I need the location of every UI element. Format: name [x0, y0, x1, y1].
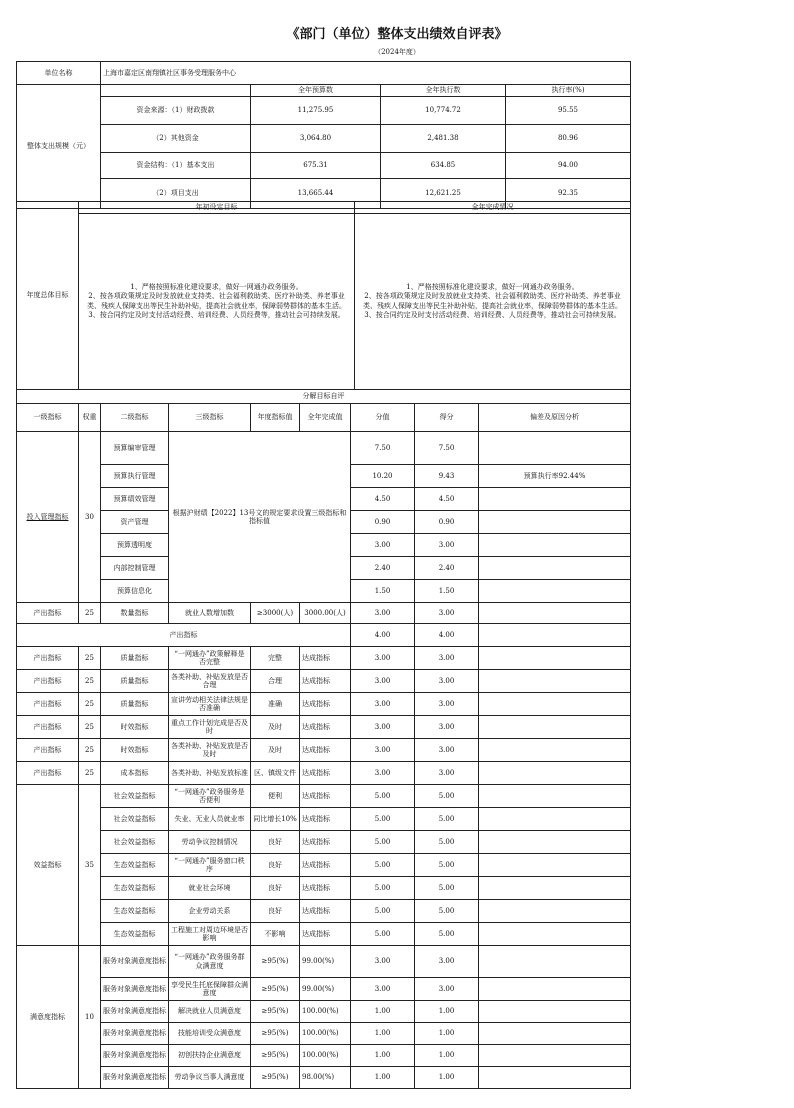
score: 5.00: [351, 854, 415, 877]
note: [479, 808, 631, 831]
input-weight: 30: [79, 432, 101, 603]
table-row: [17, 670, 631, 693]
score: 1.00: [351, 1045, 415, 1067]
score: 3.00: [351, 647, 415, 670]
scale-exec: 10,774.72: [381, 97, 506, 125]
col-weight: 权重: [79, 404, 101, 432]
got: 4.50: [415, 488, 479, 511]
second: 预算编审管理: [101, 432, 169, 465]
third: 初创扶持企业满意度: [169, 1045, 251, 1067]
got: 3.00: [415, 946, 479, 978]
note: [479, 831, 631, 854]
got: 3.00: [415, 693, 479, 716]
got: 2.40: [415, 557, 479, 580]
score: 1.00: [351, 1023, 415, 1045]
target: 完整: [251, 647, 300, 670]
first: 产出指标: [17, 693, 79, 716]
actual: 达成指标: [300, 877, 351, 900]
scale-row-basic: [17, 153, 631, 179]
score: 1.50: [351, 580, 415, 603]
scale-exec: 2,481.38: [381, 125, 506, 153]
actual: 达成指标: [300, 900, 351, 923]
table-row: [17, 647, 631, 670]
second: 生态效益指标: [101, 923, 169, 946]
col-note: 偏差及原因分析: [479, 404, 631, 432]
note: [479, 557, 631, 580]
table-row: [17, 693, 631, 716]
first: 产出指标: [17, 716, 79, 739]
score: 3.00: [351, 534, 415, 557]
got: 1.00: [415, 1045, 479, 1067]
table-row: [17, 854, 631, 877]
got: 5.00: [415, 854, 479, 877]
output-subheader: 产出指标: [17, 624, 351, 647]
scale-rate: 92.35: [506, 179, 631, 209]
input-merged-note: 根据沪财绩【2022】13号文的规定要求设置三级指标和指标值: [169, 432, 351, 603]
scale-budget: 13,665.44: [251, 179, 381, 209]
note: [479, 762, 631, 785]
satisfaction-weight: 10: [79, 946, 101, 1089]
second: 社会效益指标: [101, 831, 169, 854]
third: “一网通办”政策解释是否完整: [169, 647, 251, 670]
actual: 99.00(%): [300, 978, 351, 1001]
third: 宣讲劳动相关法律法规是否准确: [169, 693, 251, 716]
table-row: [17, 808, 631, 831]
scale-header-blank: [101, 85, 251, 97]
scale-label: 整体支出规模（元）: [17, 85, 101, 209]
score: 1.00: [351, 1001, 415, 1023]
actual: 达成指标: [300, 854, 351, 877]
target: ≥95(%): [251, 946, 300, 978]
third: “一网通办”服务窗口秩序: [169, 854, 251, 877]
scale-row-label: 资金结构：（1）基本支出: [101, 153, 251, 179]
second: 生态效益指标: [101, 877, 169, 900]
target: 良好: [251, 900, 300, 923]
third: 失业、无业人员就业率: [169, 808, 251, 831]
actual: 100.00(%): [300, 1001, 351, 1023]
third: 企业劳动关系: [169, 900, 251, 923]
second: 预算执行管理: [101, 465, 169, 488]
scale-row-fiscal: [17, 97, 631, 125]
note: [479, 978, 631, 1001]
second: 内部控制管理: [101, 557, 169, 580]
weight: 25: [79, 693, 101, 716]
scale-row-label: （2）项目支出: [101, 179, 251, 209]
third: “一网通办”政务服务是否便利: [169, 785, 251, 808]
note: [479, 647, 631, 670]
third: 重点工作计划完成是否及时: [169, 716, 251, 739]
unit-row: [17, 62, 631, 85]
score: 5.00: [351, 785, 415, 808]
scale-budget: 11,275.95: [251, 97, 381, 125]
score: 2.40: [351, 557, 415, 580]
actual: 达成指标: [300, 785, 351, 808]
goals-label: 年度总体目标: [17, 202, 79, 390]
table-row: [17, 1023, 631, 1045]
second: 社会效益指标: [101, 808, 169, 831]
note: [479, 580, 631, 603]
score: 3.00: [351, 693, 415, 716]
target: ≥95(%): [251, 1067, 300, 1089]
third: 劳动争议当事人满意度: [169, 1067, 251, 1089]
second: 时效指标: [101, 739, 169, 762]
note: [479, 534, 631, 557]
scale-rate: 94.00: [506, 153, 631, 179]
note: [479, 603, 631, 624]
weight: 25: [79, 762, 101, 785]
second: 时效指标: [101, 716, 169, 739]
header-rate: 执行率(%): [506, 85, 631, 97]
input-first: 投入管理指标: [17, 432, 79, 603]
note: [479, 1045, 631, 1067]
note: [479, 923, 631, 946]
goal-line: 2、按各项政策规定及时发放就业支持类、社会福利救助类、医疗补助类、养老事业类、残疾人保障支出等民生补助补贴，提高社会就业率，保障弱势群体的基本生活。: [87, 292, 346, 310]
note: [479, 716, 631, 739]
goal-line: 2、按各项政策规定及时发放就业支持类、社会福利救助类、医疗补助类、养老事业类、残疾人保障支出等民生补助补贴，提高社会就业率，保障弱势群体的基本生活。: [363, 292, 622, 310]
second: 服务对象满意度指标: [101, 1067, 169, 1089]
unit-label: 单位名称: [17, 62, 101, 85]
indicator-header-row: [17, 404, 631, 432]
score: 3.00: [351, 716, 415, 739]
third: 享受民生托底保障群众满意度: [169, 978, 251, 1001]
second: 质量指标: [101, 647, 169, 670]
target: 及时: [251, 716, 300, 739]
table-row: [17, 603, 631, 624]
section-title-row: [17, 390, 631, 404]
scale-row-label: 资金来源：（1）财政拨款: [101, 97, 251, 125]
scale-rate: 95.55: [506, 97, 631, 125]
note: 预算执行率92.44%: [479, 465, 631, 488]
actual: 100.00(%): [300, 1023, 351, 1045]
score: 5.00: [351, 808, 415, 831]
second: 资产管理: [101, 511, 169, 534]
table-row: [17, 923, 631, 946]
target: 及时: [251, 739, 300, 762]
note: [479, 432, 631, 465]
output-subheader-row: [17, 624, 631, 647]
table-row: [17, 1045, 631, 1067]
satisfaction-first: 满意度指标: [17, 946, 79, 1089]
score: 5.00: [351, 877, 415, 900]
goals-header-row: [17, 202, 631, 214]
second: 服务对象满意度指标: [101, 1045, 169, 1067]
note: [479, 785, 631, 808]
first: 产出指标: [17, 670, 79, 693]
target: ≥95(%): [251, 1045, 300, 1067]
actual: 达成指标: [300, 923, 351, 946]
scale-exec: 12,621.25: [381, 179, 506, 209]
header-budget: 全年预算数: [251, 85, 381, 97]
report-year: （2024年度）: [374, 48, 420, 56]
got: 5.00: [415, 831, 479, 854]
col-got: 得分: [415, 404, 479, 432]
second: 服务对象满意度指标: [101, 978, 169, 1001]
second: 服务对象满意度指标: [101, 1001, 169, 1023]
note: [479, 900, 631, 923]
score: 3.00: [351, 739, 415, 762]
got: 3.00: [415, 739, 479, 762]
section-title: 分解目标自评: [17, 390, 631, 404]
note: [479, 670, 631, 693]
got: 7.50: [415, 432, 479, 465]
actual: 3000.00(人): [300, 603, 351, 624]
col-second: 二级指标: [101, 404, 169, 432]
goals-right-header: 全年完成情况: [355, 202, 631, 214]
page-title: 《部门（单位）整体支出绩效自评表》: [286, 27, 508, 42]
got: 3.00: [415, 603, 479, 624]
got: 5.00: [415, 877, 479, 900]
col-target: 年度指标值: [251, 404, 300, 432]
scale-budget: 3,064.80: [251, 125, 381, 153]
score: 4.50: [351, 488, 415, 511]
scale-rate: 80.96: [506, 125, 631, 153]
got: 3.00: [415, 670, 479, 693]
actual: 达成指标: [300, 670, 351, 693]
target: 良好: [251, 854, 300, 877]
goals-left-content: [79, 214, 355, 390]
table-row: [17, 1001, 631, 1023]
score: 3.00: [351, 670, 415, 693]
unit-value: 上海市嘉定区南翔镇社区事务受理服务中心: [101, 62, 631, 85]
goals-table: [16, 201, 631, 390]
third: 各类补助、补贴发放是否及时: [169, 739, 251, 762]
header-exec: 全年执行数: [381, 85, 506, 97]
weight: 25: [79, 670, 101, 693]
got: 3.00: [415, 647, 479, 670]
third: 解决就业人员满意度: [169, 1001, 251, 1023]
got: 3.00: [415, 534, 479, 557]
summary-table: [16, 61, 631, 209]
goals-right-content: [355, 214, 631, 390]
actual: 达成指标: [300, 647, 351, 670]
score: 5.00: [351, 900, 415, 923]
target: ≥95(%): [251, 1023, 300, 1045]
actual: 达成指标: [300, 831, 351, 854]
second: 数量指标: [101, 603, 169, 624]
second: 社会效益指标: [101, 785, 169, 808]
target: ≥3000(人): [251, 603, 300, 624]
target: 区、镇级文件: [251, 762, 300, 785]
indicators-table: [16, 389, 631, 1089]
third: 各类补助、补贴发放是否合理: [169, 670, 251, 693]
second: 质量指标: [101, 693, 169, 716]
first: 产出指标: [17, 762, 79, 785]
actual: 达成指标: [300, 739, 351, 762]
note: [479, 739, 631, 762]
weight: 25: [79, 647, 101, 670]
got: 5.00: [415, 785, 479, 808]
table-row: [17, 877, 631, 900]
second: 生态效益指标: [101, 854, 169, 877]
target: 同比增长10%: [251, 808, 300, 831]
table-row: [17, 432, 631, 465]
third: 各类补助、补贴发放标准: [169, 762, 251, 785]
note: [479, 854, 631, 877]
target: 良好: [251, 831, 300, 854]
third: 技能培训受众满意度: [169, 1023, 251, 1045]
actual: 100.00(%): [300, 1045, 351, 1067]
note: [479, 693, 631, 716]
table-row: [17, 739, 631, 762]
got: 1.00: [415, 1001, 479, 1023]
goal-line: 3、按合同约定及时支付活动经费、培训经费、人员经费等，推动社会可持续发展。: [88, 310, 345, 319]
third: 劳动争议控制情况: [169, 831, 251, 854]
got: 0.90: [415, 511, 479, 534]
target: 准确: [251, 693, 300, 716]
table-row: [17, 785, 631, 808]
benefit-first: 效益指标: [17, 785, 79, 946]
got: 3.00: [415, 762, 479, 785]
second: 服务对象满意度指标: [101, 946, 169, 978]
score: 7.50: [351, 432, 415, 465]
got: 3.00: [415, 978, 479, 1001]
scale-row-other: [17, 125, 631, 153]
goal-line: 3、按合同约定及时支付活动经费、培训经费、人员经费等，推动社会可持续发展。: [364, 310, 621, 319]
note: [479, 1001, 631, 1023]
col-third: 三级指标: [169, 404, 251, 432]
note: [479, 511, 631, 534]
note: [479, 877, 631, 900]
goals-left-header: 年初设定目标: [79, 202, 355, 214]
goal-line: 1、严格按照标准化建设要求，做好一网通办政务服务。: [406, 282, 579, 291]
third: “一网通办”政务服务群众满意度: [169, 946, 251, 978]
actual: 99.00(%): [300, 946, 351, 978]
goals-content-row: [17, 214, 631, 390]
second: 生态效益指标: [101, 900, 169, 923]
third: 工程施工对周边环境是否影响: [169, 923, 251, 946]
actual: 达成指标: [300, 808, 351, 831]
second: 预算绩效管理: [101, 488, 169, 511]
got: 5.00: [415, 923, 479, 946]
scale-exec: 634.85: [381, 153, 506, 179]
got: 1.00: [415, 1067, 479, 1089]
score: 4.00: [351, 624, 415, 647]
weight: 25: [79, 716, 101, 739]
got: 1.50: [415, 580, 479, 603]
second: 质量指标: [101, 670, 169, 693]
scale-row-label: （2）其他资金: [101, 125, 251, 153]
target: 便利: [251, 785, 300, 808]
score: 0.90: [351, 511, 415, 534]
target: 良好: [251, 877, 300, 900]
note: [479, 946, 631, 978]
score: 1.00: [351, 1067, 415, 1089]
col-score: 分值: [351, 404, 415, 432]
score: 3.00: [351, 603, 415, 624]
score: 5.00: [351, 923, 415, 946]
target: 合理: [251, 670, 300, 693]
target: ≥95(%): [251, 978, 300, 1001]
note: [479, 624, 631, 647]
third: 就业人数增加数: [169, 603, 251, 624]
got: 5.00: [415, 900, 479, 923]
note: [479, 488, 631, 511]
note: [479, 1067, 631, 1089]
note: [479, 1023, 631, 1045]
second: 预算透明度: [101, 534, 169, 557]
table-row: [17, 946, 631, 978]
col-actual: 全年完成值: [300, 404, 351, 432]
second: 成本指标: [101, 762, 169, 785]
table-row: [17, 762, 631, 785]
weight: 25: [79, 739, 101, 762]
scale-budget: 675.31: [251, 153, 381, 179]
score: 5.00: [351, 831, 415, 854]
got: 5.00: [415, 808, 479, 831]
first: 产出指标: [17, 647, 79, 670]
score: 3.00: [351, 978, 415, 1001]
scale-header-row: [17, 85, 631, 97]
actual: 达成指标: [300, 716, 351, 739]
target: ≥95(%): [251, 1001, 300, 1023]
score: 3.00: [351, 762, 415, 785]
got: 3.00: [415, 716, 479, 739]
col-first: 一级指标: [17, 404, 79, 432]
table-row: [17, 978, 631, 1001]
actual: 98.00(%): [300, 1067, 351, 1089]
table-row: [17, 900, 631, 923]
second: 服务对象满意度指标: [101, 1023, 169, 1045]
actual: 达成指标: [300, 693, 351, 716]
goal-line: 1、严格按照标准化建设要求，做好一网通办政务服务。: [130, 282, 303, 291]
third: 就业社会环境: [169, 877, 251, 900]
second: 预算信息化: [101, 580, 169, 603]
table-row: [17, 716, 631, 739]
benefit-weight: 35: [79, 785, 101, 946]
table-row: [17, 1067, 631, 1089]
score: 3.00: [351, 946, 415, 978]
got: 4.00: [415, 624, 479, 647]
first: 产出指标: [17, 739, 79, 762]
got: 9.43: [415, 465, 479, 488]
got: 1.00: [415, 1023, 479, 1045]
actual: 达成指标: [300, 762, 351, 785]
score: 10.20: [351, 465, 415, 488]
table-row: [17, 831, 631, 854]
first: 产出指标: [17, 603, 79, 624]
weight: 25: [79, 603, 101, 624]
target: 不影响: [251, 923, 300, 946]
